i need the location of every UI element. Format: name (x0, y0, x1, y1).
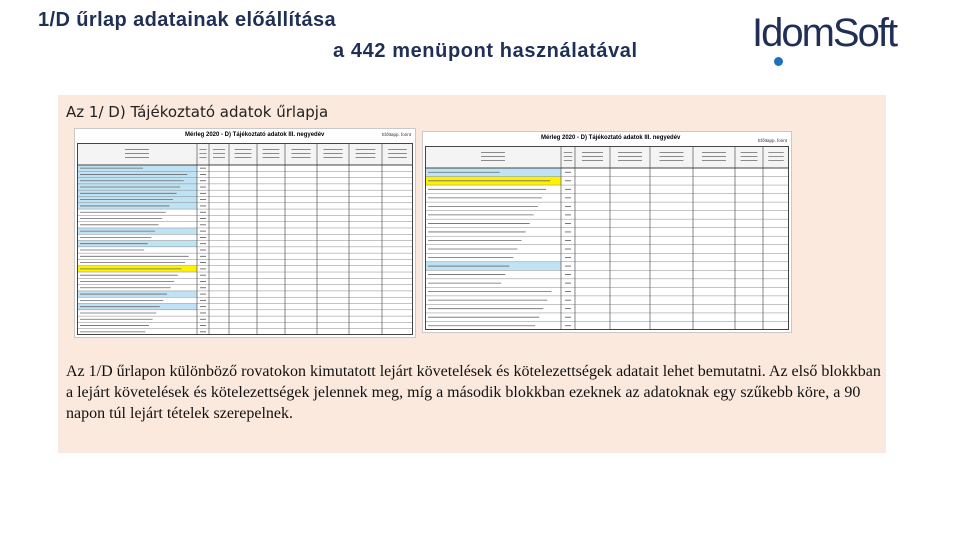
logo-dot-icon (774, 57, 783, 66)
slide-title-line-2: a 442 menüpont használatával (333, 40, 638, 62)
table-header (77, 143, 413, 165)
idomsoft-logo (752, 11, 928, 67)
slide-title-line-1: 1/D űrlap adatainak előállítása (38, 9, 337, 31)
table-header (425, 146, 789, 168)
logo-text: IdomSoft (752, 11, 897, 55)
form-table-grid (425, 146, 789, 330)
sheet-unit-label: Előttapp. forint (381, 132, 411, 137)
sheet-title: Mérleg 2020 - D) Tájékoztató adatok III. negyedév (185, 132, 325, 138)
form-table-grid (77, 143, 413, 335)
form-screenshot-right (422, 131, 792, 333)
form-subheading: Az 1/ D) Tájékoztató adatok űrlapja (66, 103, 329, 121)
sheet-title: Mérleg 2020 - D) Tájékoztató adatok III. negyedév (541, 135, 681, 141)
form-screenshot-left (74, 128, 416, 338)
description-text: Az 1/D űrlapon különböző rovatokon kimutatott lejárt követelések és kötelezettségek adatait lehet bemutatni. Az első blokkban a lejárt követelések és kötelezettségek jelennek meg, míg a második blokkban ezeknek az adatoknak egy szűkebb köre, a 90 napon túl lejárt tételek szerepelnek. (66, 363, 881, 422)
sheet-unit-label: Előttapp. forint (757, 138, 787, 143)
content-panel (58, 95, 886, 453)
